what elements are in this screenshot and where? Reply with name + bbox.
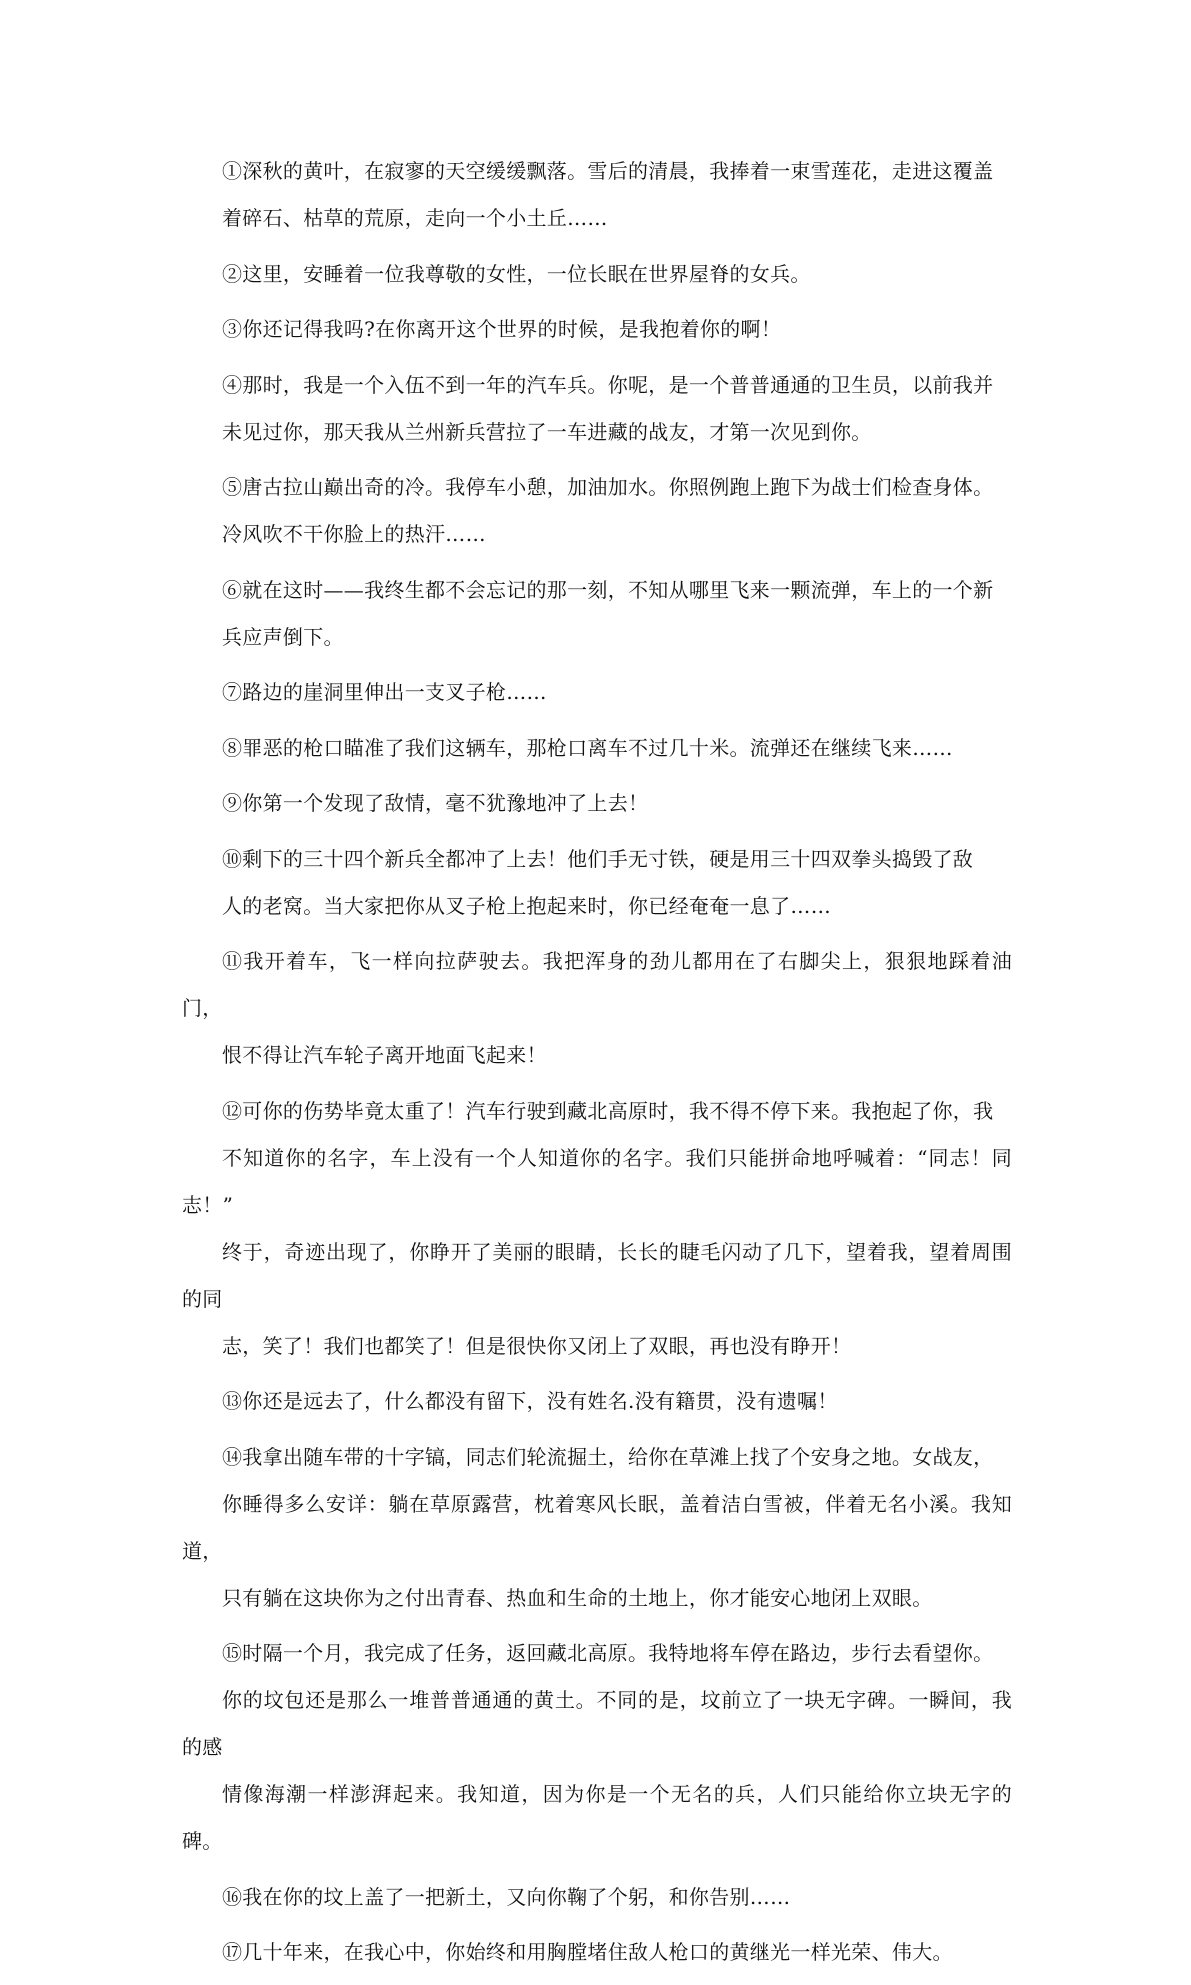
paragraph-line: ⑨你第一个发现了敌情，毫不犹豫地冲了上去！ (222, 791, 649, 815)
paragraph-line: ⑪我开着车，飞一样向拉萨驶去。我把浑身的劲儿都用在了右脚尖上，狠狠地踩着油门， (182, 949, 1012, 1020)
paragraph-line: ③你还记得我吗?在你离开这个世界的时候，是我抱着你的啊！ (222, 317, 782, 341)
paragraph-line: ⑮时隔一个月，我完成了任务，返回藏北高原。我特地将车停在路边，步行去看望你。 (222, 1641, 994, 1665)
paragraph (182, 464, 1012, 558)
paragraph-line: 志，笑了！我们也都笑了！但是很快你又闭上了双眼，再也没有睁开！ (222, 1333, 852, 1358)
paragraph (182, 1088, 1012, 1370)
paragraph (182, 251, 1012, 298)
paragraph-line: ⑤唐古拉山巅出奇的冷。我停车小憩，加油加水。你照例跑上跑下为战士们检查身体。 (222, 475, 994, 499)
paragraph-line: 兵应声倒下。 (222, 624, 344, 649)
paragraph (182, 1378, 1012, 1425)
paragraph-line: ⑰几十年来，在我心中，你始终和用胸膛堵住敌人枪口的黄继光一样光荣、伟大。 (222, 1940, 953, 1964)
paragraph-line: 情像海潮一样澎湃起来。我知道，因为你是一个无名的兵，人们只能给你立块无字的碑。 (182, 1782, 1012, 1853)
paragraph-line: 恨不得让汽车轮子离开地面飞起来！ (222, 1043, 547, 1067)
paragraph-line: ④那时，我是一个入伍不到一年的汽车兵。你呢，是一个普普通通的卫生员，以前我并 (222, 372, 994, 397)
paragraph (182, 725, 1012, 772)
paragraph-line: 你睡得多么安详：躺在草原露营，枕着寒风长眠，盖着洁白雪被，伴着无名小溪。我知道， (182, 1491, 1012, 1563)
paragraph (182, 938, 1012, 1079)
paragraph (182, 567, 1012, 661)
paragraph (182, 1434, 1012, 1622)
paragraph-line: 人的老窝。当大家把你从叉子枪上抱起来时，你已经奄奄一息了…… (222, 893, 831, 918)
paragraph-line: ⑦路边的崖洞里伸出一支叉子枪…… (222, 680, 547, 704)
paragraph (182, 306, 1012, 353)
paragraph-line: ⑧罪恶的枪口瞄准了我们这辆车，那枪口离车不过几十米。流弹还在继续飞来…… (222, 735, 953, 760)
document-page (182, 148, 1012, 1985)
paragraph-line: 着碎石、枯草的荒原，走向一个小土丘…… (222, 206, 608, 230)
paragraph-line: ①深秋的黄叶，在寂寥的天空缓缓飘落。雪后的清晨，我捧着一束雪莲花，走进这覆盖 (222, 159, 994, 183)
paragraph (182, 836, 1012, 930)
paragraph-line: ⑫可你的伤势毕竟太重了！汽车行驶到藏北高原时，我不得不停下来。我抱起了你，我 (222, 1098, 994, 1123)
paragraph (182, 148, 1012, 242)
paragraph (182, 1929, 1012, 1976)
paragraph-line: ⑯我在你的坟上盖了一把新土，又向你鞠了个躬，和你告别…… (222, 1884, 791, 1909)
paragraph (182, 1630, 1012, 1865)
paragraph-line: 你的坟包还是那么一堆普普通通的黄土。不同的是，坟前立了一块无字碑。一瞬间，我的感 (182, 1688, 1012, 1759)
paragraph-line: ⑬你还是远去了，什么都没有留下，没有姓名.没有籍贯，没有遗嘱！ (222, 1389, 838, 1413)
paragraph-line: 终于，奇迹出现了，你睁开了美丽的眼睛，长长的睫毛闪动了几下，望着我，望着周围的同 (182, 1239, 1012, 1311)
paragraph-line: ⑩剩下的三十四个新兵全都冲了上去！他们手无寸铁，硬是用三十四双拳头捣毁了敌 (222, 846, 974, 871)
paragraph-line: 未见过你，那天我从兰州新兵营拉了一车进藏的战友，才第一次见到你。 (222, 419, 872, 444)
paragraph-line: ⑭我拿出随车带的十字镐，同志们轮流掘土，给你在草滩上找了个安身之地。女战友， (222, 1444, 994, 1469)
paragraph (182, 362, 1012, 456)
paragraph (182, 1874, 1012, 1921)
paragraph-line: 冷风吹不干你脸上的热汗…… (222, 522, 486, 546)
paragraph-line: ⑥就在这时——我终生都不会忘记的那一刻，不知从哪里飞来一颗流弹，车上的一个新 (222, 577, 994, 602)
paragraph (182, 780, 1012, 827)
paragraph-line: 只有躺在这块你为之付出青春、热血和生命的土地上，你才能安心地闭上双眼。 (222, 1585, 933, 1610)
paragraph-line: ②这里，安睡着一位我尊敬的女性，一位长眠在世界屋脊的女兵。 (222, 261, 811, 286)
paragraph (182, 669, 1012, 716)
paragraph-line: 不知道你的名字，车上没有一个人知道你的名字。我们只能拼命地呼喊着：“同志！同志！” (182, 1145, 1012, 1217)
